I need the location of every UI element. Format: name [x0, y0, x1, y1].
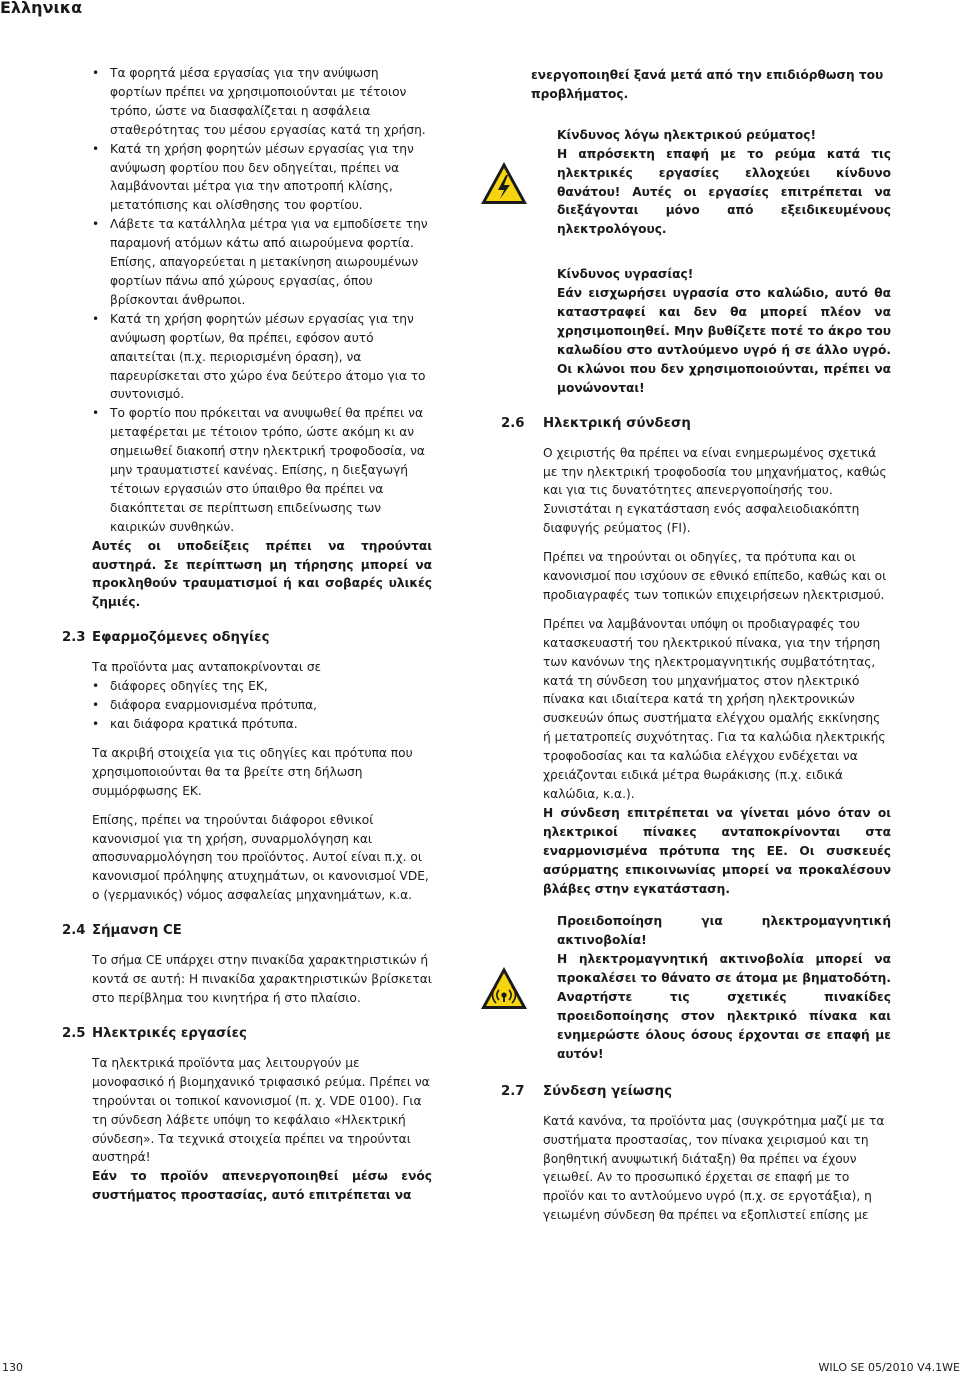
paragraph-bold: Η σύνδεση επιτρέπεται να γίνεται μόνο όταν οι ηλεκτρικοί πίνακες ανταποκρίνονται στα εναρμονισμένα πρότυπα της ΕΕ. Οι συσκευές ασύρματης επικοινωνίας μπορεί να προκαλέσουν βλάβες στην εγκατάσταση. [543, 805, 891, 896]
list-item: • Τα φορητά μέσα εργασίας για την ανύψωση φορτίων πρέπει να χρησιμοποιούνται με τέτοιον τρόπο, ώστε να διασφαλίζεται η ασφάλεια σταθερότητας του μέσου εργασίας κατά τη χρήση. [92, 64, 432, 140]
section-heading-2-5 [62, 1024, 432, 1044]
section-heading-2-4 [62, 921, 432, 941]
warning-title: Κίνδυνος υγρασίας! [557, 267, 694, 282]
section-title: Ηλεκτρική σύνδεση [543, 415, 691, 431]
radiation-warning-icon [479, 965, 535, 1011]
paragraph-bold: Εάν το προϊόν απενεργοποιηθεί μέσω ενός συστήματος προστασίας, αυτό επιτρέπεται να [92, 1169, 432, 1203]
right-column [501, 66, 891, 1235]
paragraph: Τα ακριβή στοιχεία για τις οδηγίες και πρότυπα που χρησιμοποιούνται θα τα βρείτε στη δήλωση συμμόρφωσης ΕΚ. [92, 745, 413, 798]
section-number: 2.7 [501, 1083, 525, 1099]
section-number: 2.5 [62, 1025, 86, 1041]
warning-title: Κίνδυνος λόγω ηλεκτρικού ρεύματος! [557, 127, 817, 142]
section-2-5-body [62, 1054, 432, 1205]
section-2-6-body [501, 444, 891, 899]
high-voltage-warning-icon [479, 160, 535, 206]
list-item: • διάφορες οδηγίες της ΕΚ, [92, 677, 432, 696]
section-title: Σήμανση CE [92, 923, 182, 939]
paragraph: Κατά κανόνα, τα προϊόντα μας (συγκρότημα μαζί με τα συστήματα προστασίας, τον πίνακα χειρισμού και τη βοηθητική ανυψωτική διάταξη) θα πρέπει να έχουν γειωθεί. Αν το προσωπικό έρχεται σε επαφή με το προϊόν και το αντλούμενο υγρό (π.χ. σε εργοτάξια), η γειωμένη σύνδεση θα πρέπει να εξοπλιστεί επίσης με [543, 1113, 885, 1223]
lifting-safety-block [62, 64, 432, 612]
list-item: • Το φορτίο που πρόκειται να ανυψωθεί θα πρέπει να μεταφέρεται με τέτοιον τρόπο, ώστε ακόμη κι αν σημειωθεί διακοπή στην ηλεκτρική τροφοδοσία, να μην τραυματιστεί κανένας. Επίσης, η διεξαγωγή τέτοιων εργασιών στο ύπαιθρο θα πρέπει να διακόπτεται σε περίπτωση επιδείνωσης των καιρικών συνθηκών. [92, 404, 432, 536]
lifting-warning-note: Αυτές οι υποδείξεις πρέπει να τηρούνται αυστηρά. Σε περίπτωση μη τήρησης μπορεί να προκληθούν τραυματισμοί ή και σοβαρές υλικές ζημιές. [92, 538, 432, 610]
paragraph: Ο χειριστής θα πρέπει να είναι ενημερωμένος σχετικά με την ηλεκτρική τροφοδοσία του μηχανήματος, καθώς και για τις δυνατότητες απενεργοποίησής του. Συνιστάται η εγκατάσταση ενός ασφαλειοδιακόπτη διαφυγής ρεύματος (FI). [543, 445, 887, 536]
section-title: Ηλεκτρικές εργασίες [92, 1025, 247, 1041]
warning-body: Η απρόσεκτη επαφή με το ρεύμα κατά τις ηλεκτρικές εργασίες ελλοχεύει κίνδυνο θανάτου! Αυτές οι εργασίες επιτρέπεται να διεξάγονται μόνο από εξειδικευμένους ηλεκτρολόγους. [557, 146, 891, 237]
warning-body: Η ηλεκτρομαγνητική ακτινοβολία μπορεί να προκαλέσει το θάνατο σε άτομα με βηματοδότη. Αναρτήστε τις σχετικές πινακίδες προειδοποίησης στον ηλεκτρικό πίνακα και ενημερώστε όλους όσους έρχονται σε επαφή με αυτόν! [557, 952, 891, 1061]
section-number: 2.4 [62, 923, 86, 939]
warning-body: Εάν εισχωρήσει υγρασία στο καλώδιο, αυτό θα καταστραφεί και δεν θα μπορεί πλέον να χρησιμοποιηθεί. Μην βυθίζετε ποτέ το άκρο του καλωδίου στο αντλούμενο υγρό ή σε άλλο υγρό. Οι κλώνοι που δεν χρησιμοποιούνται, πρέπει να μονώνονται! [557, 286, 891, 395]
paragraph: Τα προϊόντα μας ανταποκρίνονται σε [92, 660, 322, 675]
section-heading-2-7 [501, 1082, 891, 1102]
paragraph: Πρέπει να λαμβάνονται υπόψη οι προδιαγραφές του κατασκευαστή του ηλεκτρικού πίνακα, για την τήρηση των κανόνων της ηλεκτρομαγνητικής συμβατότητας, κατά τη σύνδεση του μηχανήματος στον ηλεκτρικό πίνακα και ιδιαίτερα κατά τη χρήση ηλεκτρονικών συσκευών όπως συστήματα ελέγχου ομαλής εκκίνησης ή μετατροπείς συχνότητας. Για τα καλώδια ηλεκτρικής τροφοδοσίας και τα καλώδια ελέγχου ενδέχεται να χρειάζονται ειδικά μέτρα θωράκισης (π.χ. ειδικά καλώδια, κ.α.). [543, 616, 886, 801]
radiation-warning [501, 912, 891, 1063]
electric-hazard-warning [501, 126, 891, 239]
warning-text [557, 126, 891, 239]
warning-text [557, 912, 891, 1063]
language-label: Ελληνικα [0, 0, 83, 17]
list-item: • Κατά τη χρήση φορητών μέσων εργασίας για την ανύψωση φορτίων, θα πρέπει, εφόσον αυτό απαιτείται (π.χ. περιορισμένη όραση), να παρευρίσκεται στο χώρο ένα δεύτερο άτομο για το συντονισμό. [92, 310, 432, 405]
section-title: Σύνδεση γείωσης [543, 1083, 673, 1099]
section-title: Εφαρμοζόμενες οδηγίες [92, 630, 270, 646]
section-heading-2-6 [501, 414, 891, 434]
list-item: • και διάφορα κρατικά πρότυπα. [92, 715, 432, 734]
page-number: 130 [2, 1361, 23, 1374]
section-2-7-body [501, 1112, 891, 1225]
paragraph-bold: ενεργοποιηθεί ξανά μετά από την επιδιόρθωση του προβλήματος. [531, 68, 884, 101]
paragraph: Το σήμα CE υπάρχει στην πινακίδα χαρακτηριστικών ή κοντά σε αυτή: Η πινακίδα χαρακτηριστικών βρίσκεται στο περίβλημα του κινητήρα ή στο πλαίσιο. [92, 953, 432, 1005]
warning-title: Προειδοποίηση για ηλεκτρομαγνητική ακτινοβολία! [557, 914, 891, 948]
list-item: • διάφορα εναρμονισμένα πρότυπα, [92, 696, 432, 715]
lifting-safety-list [92, 64, 432, 537]
directives-list [92, 677, 432, 734]
left-column [62, 64, 432, 1215]
list-item: • Κατά τη χρήση φορητών μέσων εργασίας για την ανύψωση φορτίου που δεν οδηγείται, πρέπει να λαμβάνονται μέτρα για την αποτροπή κλίσης, μετατόπισης και ολίσθησης του φορτίου. [92, 140, 432, 216]
document-reference: WILO SE 05/2010 V4.1WE [818, 1361, 960, 1374]
section-number: 2.3 [62, 630, 86, 646]
section-number: 2.6 [501, 415, 525, 431]
paragraph: Πρέπει να τηρούνται οι οδηγίες, τα πρότυπα και οι κανονισμοί που ισχύουν σε εθνικό επίπεδο, καθώς και οι προδιαγραφές των τοπικών επιχειρήσεων ηλεκτρισμού. [543, 550, 887, 602]
section-heading-2-3 [62, 628, 432, 648]
section-2-3-body [62, 658, 432, 905]
paragraph: Επίσης, πρέπει να τηρούνται διάφοροι εθνικοί κανονισμοί για τη χρήση, συναρμολόγηση και αποσυναρμολόγηση του προϊόντος. Αυτοί είναι π.χ. οι κανονισμοί πρόληψης ατυχημάτων, οι κανονισμοί VDE, ο (γερμανικός) νόμος ασφαλείας μηχανημάτων, κ.α. [92, 812, 429, 903]
continued-text [501, 66, 891, 104]
section-2-4-body [62, 951, 432, 1008]
paragraph: Τα ηλεκτρικά προϊόντα μας λειτουργούν με μονοφασικό ή βιομηχανικό τριφασικό ρεύμα. Πρέπει να τηρούνται οι τοπικοί κανονισμοί (π. χ. VDE 0100). Για τη σύνδεση λάβετε υπόψη το κεφάλαιο «Ηλεκτρική σύνδεση». Τα τεχνικά στοιχεία πρέπει να τηρούνται αυστηρά! [92, 1055, 430, 1165]
moisture-hazard-warning [501, 265, 891, 397]
list-item: • Λάβετε τα κατάλληλα μέτρα για να εμποδίσετε την παραμονή ατόμων κάτω από αιωρούμενα φορτία. Επίσης, απαγορεύεται η μετακίνηση αιωρουμένων φορτίων πάνω από χώρους εργασίας, όπου βρίσκονται άνθρωποι. [92, 215, 432, 310]
